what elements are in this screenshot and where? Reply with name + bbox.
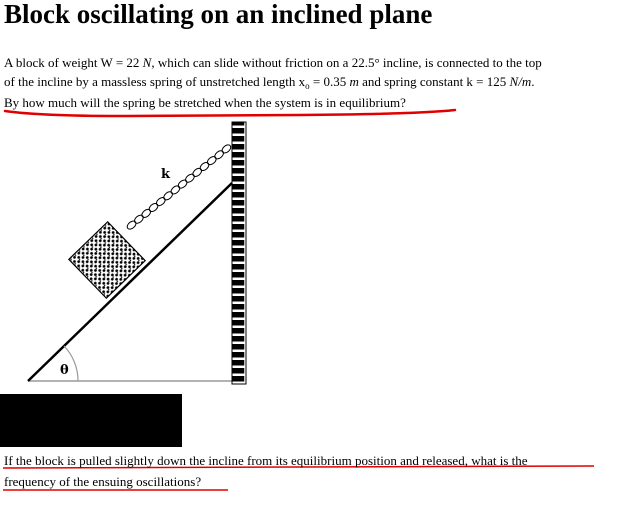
spring-coil [162, 190, 174, 201]
spring-coil [140, 208, 152, 219]
unit-meter: m [349, 74, 359, 89]
question-1: By how much will the spring be stretched when the system is in equilibrium? [4, 95, 406, 110]
spring-coil [133, 214, 145, 225]
spring [126, 143, 233, 231]
spring-coil [126, 219, 138, 230]
underline-question-1 [5, 110, 455, 116]
spring-coil [199, 161, 211, 172]
redacted-box [0, 394, 182, 447]
subscript-o: o [305, 81, 310, 91]
spring-coil [184, 173, 196, 184]
question-2-line-1: If the block is pulled slightly down the incline from its equilibrium position and released, what is the [4, 453, 528, 468]
problem-text: , which can slide without friction on a 22.5° incline, is connected to the top [151, 55, 542, 70]
problem-text: . [531, 74, 535, 89]
page-title: Block oscillating on an inclined plane [4, 0, 433, 29]
incline-line [28, 183, 232, 381]
problem-text: of the incline by a massless spring of unstretched length x [4, 74, 306, 89]
question-2-line-2: frequency of the ensuing oscillations? [4, 474, 202, 489]
spring-coil [148, 202, 160, 213]
problem-text: A block of weight W = 22 [4, 55, 143, 70]
spring-constant-label: k [161, 167, 171, 182]
angle-label: θ [60, 363, 69, 378]
problem-text: = 0.35 [309, 74, 350, 89]
spring-coil [206, 155, 218, 166]
unit-newton: N [142, 55, 152, 70]
unit-newton-per-meter: N/m [509, 74, 532, 89]
spring-coil [155, 196, 167, 207]
spring-coil [191, 167, 203, 178]
incline-figure [0, 118, 260, 388]
sliding-block [69, 222, 145, 298]
spring-coil [177, 178, 189, 189]
problem-text: and spring constant k = 125 [358, 74, 510, 89]
spring-coil [213, 149, 225, 160]
spring-coil [221, 143, 233, 154]
spring-coil [170, 184, 182, 195]
brick-wall [232, 122, 246, 384]
